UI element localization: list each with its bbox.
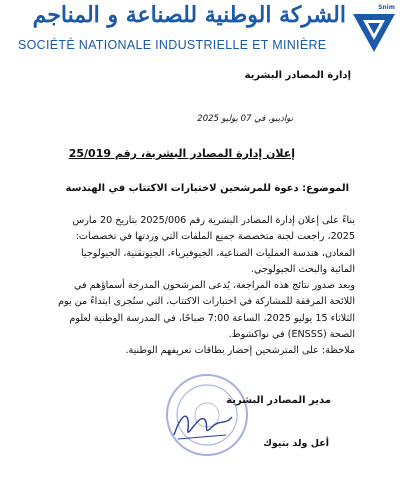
announcement-title: إعلان إدارة المصادر البشرية، رقم 25/019 [68,147,295,160]
handwritten-signature-icon [168,405,238,445]
snim-logo-icon [351,8,397,54]
signatory-name: أعل ولد بتيوك [263,438,329,449]
paragraph-invitation: وبعد صدور نتائج هذه المراجعة، يُدعى المرشحون المدرجة أسماؤهم في اللائحة المرفقة للمشاركة في اختبارات الاكتتاب، التي ستُجرى ابتداءً من يوم الثلاثاء 15 يوليو 2025، الساعة 7:00 صباحًا، في المدرسة الوطنية لعلوم الصحة (ENSSS) في نواكشوط. [58,280,355,341]
signatory-title: مدير المصادر البشرية [226,395,331,406]
letter-body [55,213,355,360]
letter-date: نواذيبو، في 07 يوليو 2025 [197,114,293,124]
department-label: إدارة المصادر البشرية [244,70,351,81]
company-name-arabic: الشركة الوطنية للصناعة و المناجم [32,2,346,28]
paragraph-review: بناءً على إعلان إدارة المصادر البشرية رقم 2025/006 بتاريخ 20 مارس 2025، راجعت لجنة متخصصة جميع الملفات التي وردتها في تخصصات: المعادن، هندسة العمليات الصناعية، الجيوفيزياء، الجيوتقنية، الجيولوجيا المائية والبحث الجيولوجي. [72,215,355,275]
company-name-french: SOCIÉTÉ NATIONALE INDUSTRIELLE ET MINIÈRE [18,38,327,52]
note-line: ملاحظة: على المترشحين إحضار بطاقات تعريفهم الوطنية. [125,345,355,357]
subject-line: الموضوع: دعوة للمرشحين لاختبارات الاكتتاب في الهندسة [65,183,349,194]
logo-text: Snim [378,4,395,11]
